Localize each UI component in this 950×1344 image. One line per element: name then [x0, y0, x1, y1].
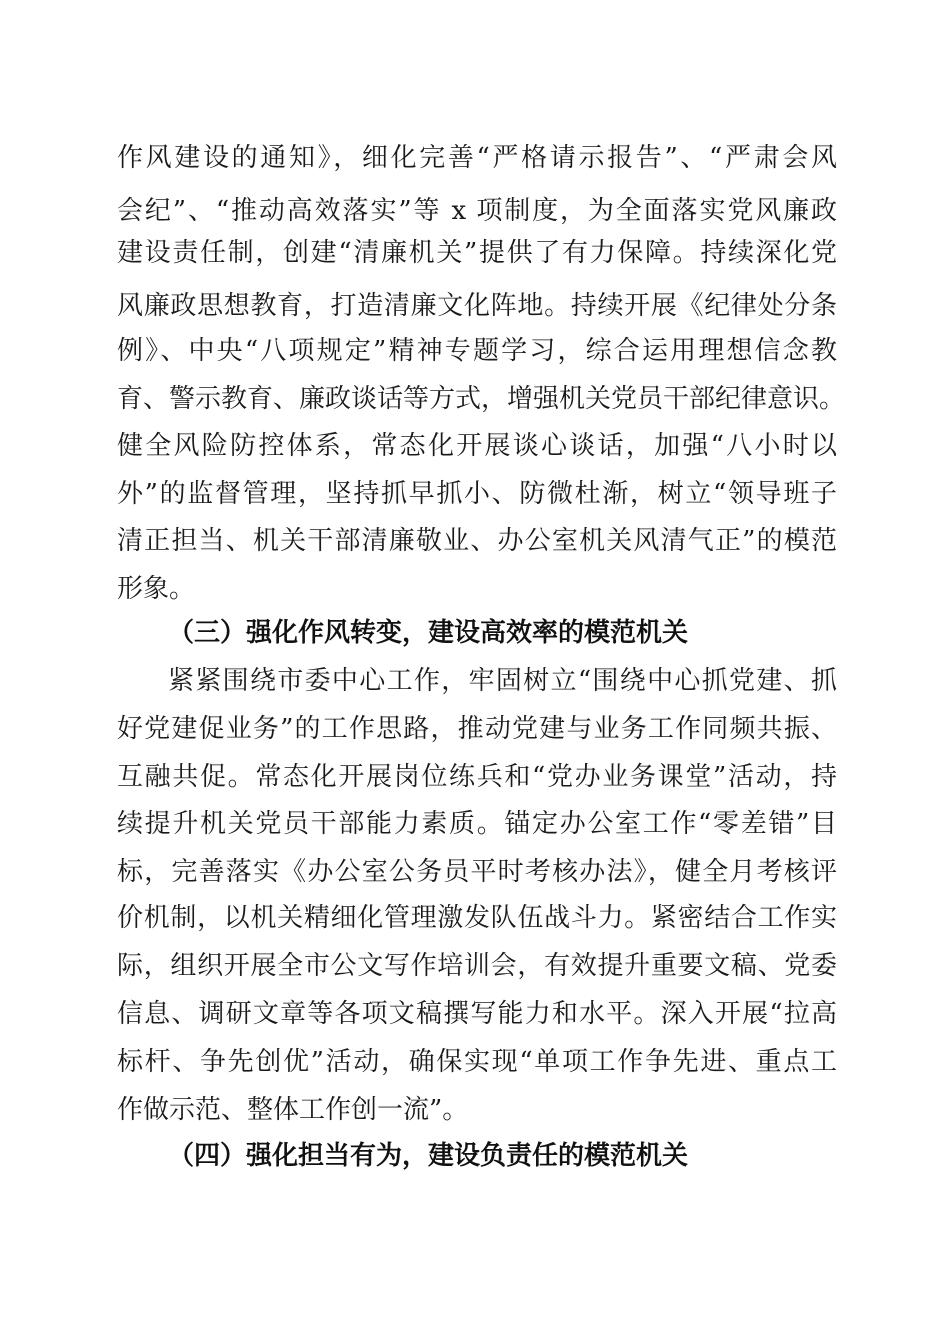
section-heading-4: （四）强化担当有为，建设负责任的模范机关	[168, 1141, 689, 1171]
paragraph-1-line-4: 风廉政思想教育，打造清廉文化阵地。持续开展《纪律处分条	[117, 291, 837, 321]
paragraph-2-line-2: 好党建促业务”的工作思路，推动党建与业务工作同频共振、	[117, 714, 837, 744]
paragraph-1-line-1: 作风建设的通知》，细化完善“严格请示报告”、“严肃会风	[117, 143, 837, 173]
paragraph-1-line-2: 会纪”、“推动高效落实”等 x 项制度，为全面落实党风廉政	[117, 196, 837, 226]
paragraph-2-line-10: 作做示范、整体工作创一流”。	[117, 1095, 469, 1125]
paragraph-1-line-6: 育、警示教育、廉政谈话等方式，增强机关党员干部纪律意识。	[117, 384, 846, 414]
paragraph-2-line-5: 标，完善落实《办公室公务员平时考核办法》，健全月考核评	[117, 857, 837, 887]
paragraph-2-line-4: 续提升机关党员干部能力素质。锚定办公室工作“零差错”目	[117, 809, 837, 839]
section-heading-3: （三）强化作风转变，建设高效率的模范机关	[168, 618, 689, 648]
paragraph-1-line-8: 外”的监督管理，坚持抓早抓小、防微杜渐，树立“领导班子	[117, 479, 837, 509]
paragraph-2-line-9: 标杆、争先创优”活动，确保实现“单项工作争先进、重点工	[117, 1047, 837, 1077]
paragraph-2-line-7: 际，组织开展全市公文写作培训会，有效提升重要文稿、党委	[117, 951, 837, 981]
paragraph-1-line-7: 健全风险防控体系，常态化开展谈心谈话，加强“八小时以	[117, 431, 837, 461]
paragraph-2-line-3: 互融共促。常态化开展岗位练兵和“党办业务课堂”活动，持	[117, 762, 837, 792]
paragraph-2-line-1: 紧紧围绕市委中心工作，牢固树立“围绕中心抓党建、抓	[168, 666, 837, 696]
paragraph-1-line-3: 建设责任制，创建“清廉机关”提供了有力保障。持续深化党	[117, 238, 837, 268]
paragraph-2-line-6: 价机制，以机关精细化管理激发队伍战斗力。紧密结合工作实	[117, 903, 837, 933]
paragraph-1-line-10: 形象。	[117, 574, 196, 604]
paragraph-1-line-9: 清正担当、机关干部清廉敬业、办公室机关风清气正”的模范	[117, 526, 837, 556]
paragraph-2-line-8: 信息、调研文章等各项文稿撰写能力和水平。深入开展“拉高	[117, 999, 837, 1029]
paragraph-1-line-5: 例》、中央“八项规定”精神专题学习，综合运用理想信念教	[117, 336, 837, 366]
